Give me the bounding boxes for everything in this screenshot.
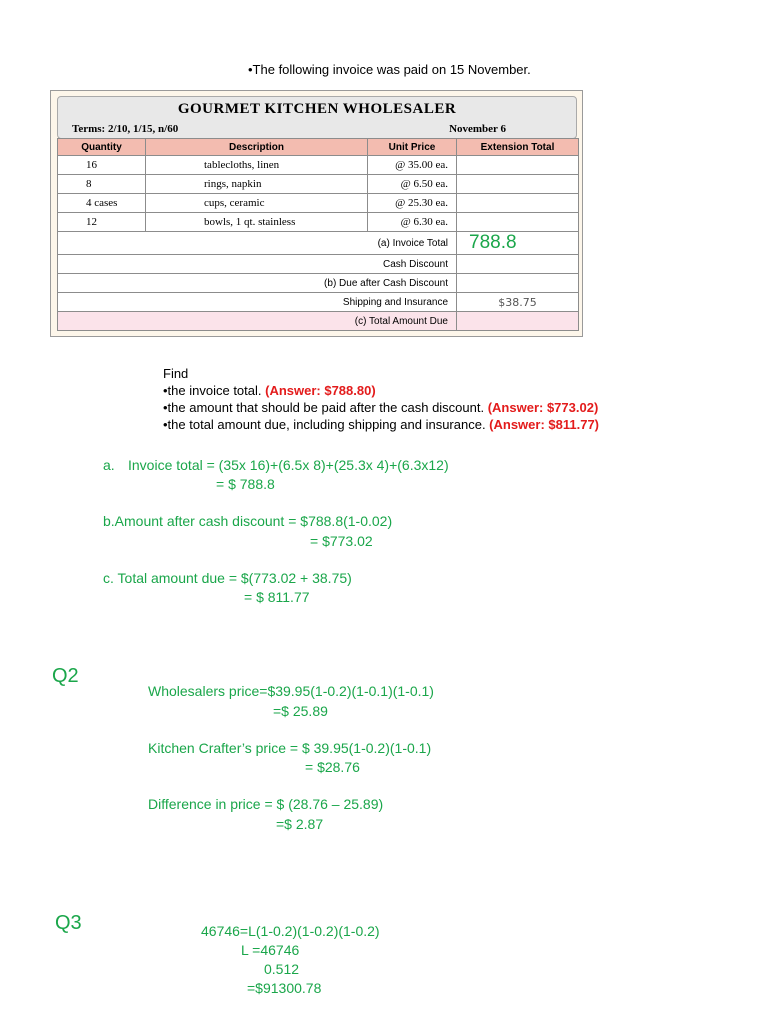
q1-b-line1: b.Amount after cash discount = $788.8(1-0.02) xyxy=(103,513,393,529)
cell-quantity: 4 cases xyxy=(58,194,146,213)
invoice-figure xyxy=(50,90,583,337)
cell-quantity: 16 xyxy=(58,156,146,175)
cell-extension-total xyxy=(457,213,579,232)
cell-extension-total xyxy=(457,175,579,194)
shipping-label: Shipping and Insurance xyxy=(58,293,457,312)
find-item-answer: (Answer: $811.77) xyxy=(489,417,600,432)
q2-line1: Wholesalers price=$39.95(1-0.2)(1-0.1)(1-0.1) xyxy=(148,683,434,699)
cash-discount-label: Cash Discount xyxy=(58,255,457,274)
q2-line2: =$ 25.89 xyxy=(273,703,328,719)
table-row xyxy=(58,194,579,213)
q3-label: Q3 xyxy=(55,912,82,934)
q1-a-label: a. xyxy=(103,457,115,473)
total-due-label: (c) Total Amount Due xyxy=(58,312,457,331)
q2-line3: Kitchen Crafter’s price = $ 39.95(1-0.2)(1-0.1) xyxy=(148,740,432,756)
cell-quantity: 12 xyxy=(58,213,146,232)
due-after-discount-label: (b) Due after Cash Discount xyxy=(58,274,457,293)
invoice-header xyxy=(57,96,577,139)
find-title: Find xyxy=(163,366,189,381)
q3-line3: 0.512 xyxy=(264,961,300,977)
q3-line4: =$91300.78 xyxy=(247,980,322,996)
cell-description: cups, ceramic xyxy=(146,194,368,213)
due-after-discount-value xyxy=(457,274,579,293)
q2-line4: = $28.76 xyxy=(305,759,360,775)
col-header-description: Description xyxy=(146,139,368,156)
find-item-answer: (Answer: $773.02) xyxy=(487,400,599,415)
cell-extension-total xyxy=(457,194,579,213)
cash-discount-value xyxy=(457,255,579,274)
q3-line2: L =46746 xyxy=(241,942,300,958)
find-item xyxy=(163,417,599,432)
find-item-answer: (Answer: $788.80) xyxy=(265,383,376,398)
table-row xyxy=(58,213,579,232)
invoice-table xyxy=(57,138,579,331)
summary-row-total-due xyxy=(58,312,579,331)
find-item-text: •the amount that should be paid after the cash discount. xyxy=(163,400,488,415)
find-item-text: •the total amount due, including shipping and insurance. xyxy=(163,417,490,432)
q2-label: Q2 xyxy=(52,665,79,687)
cell-unit-price: @ 6.50 ea. xyxy=(368,175,457,194)
summary-row-invoice-total xyxy=(58,232,579,255)
col-header-unit-price: Unit Price xyxy=(368,139,457,156)
q2-line6: =$ 2.87 xyxy=(276,816,324,832)
cell-description: bowls, 1 qt. stainless xyxy=(146,213,368,232)
cell-unit-price: @ 35.00 ea. xyxy=(368,156,457,175)
q3-line1: 46746=L(1-0.2)(1-0.2)(1-0.2) xyxy=(201,923,380,939)
summary-row-cash-discount xyxy=(58,255,579,274)
summary-row-shipping xyxy=(58,293,579,312)
intro-text: •The following invoice was paid on 15 November. xyxy=(248,62,531,77)
find-item-text: •the invoice total. xyxy=(163,383,266,398)
invoice-total-value: 788.8 xyxy=(469,232,517,253)
cell-description: tablecloths, linen xyxy=(146,156,368,175)
find-item xyxy=(163,400,598,415)
cell-unit-price: @ 25.30 ea. xyxy=(368,194,457,213)
q1-b-line2: = $773.02 xyxy=(310,533,373,549)
invoice-terms: Terms: 2/10, 1/15, n/60 xyxy=(72,123,179,135)
q1-c-line1: c. Total amount due = $(773.02 + 38.75) xyxy=(103,570,352,586)
invoice-date: November 6 xyxy=(449,123,506,135)
summary-row-due-after-discount xyxy=(58,274,579,293)
invoice-title: GOURMET KITCHEN WHOLESALER xyxy=(177,101,457,117)
table-row xyxy=(58,156,579,175)
cell-extension-total xyxy=(457,156,579,175)
q1-c-line2: = $ 811.77 xyxy=(244,589,310,605)
table-row xyxy=(58,175,579,194)
invoice-total-label: (a) Invoice Total xyxy=(58,232,457,255)
cell-description: rings, napkin xyxy=(146,175,368,194)
cell-quantity: 8 xyxy=(58,175,146,194)
cell-unit-price: @ 6.30 ea. xyxy=(368,213,457,232)
q1-a-line1: Invoice total = (35x 16)+(6.5x 8)+(25.3x 4)+(6.3x12) xyxy=(128,457,449,473)
find-item xyxy=(163,383,376,398)
q2-line5: Difference in price = $ (28.76 – 25.89) xyxy=(148,796,384,812)
total-due-value xyxy=(457,312,579,331)
col-header-quantity: Quantity xyxy=(58,139,146,156)
q1-a-line2: = $ 788.8 xyxy=(216,476,275,492)
invoice-header-row xyxy=(58,139,579,156)
shipping-value: $38.75 xyxy=(498,295,537,309)
col-header-extension-total: Extension Total xyxy=(457,139,579,156)
